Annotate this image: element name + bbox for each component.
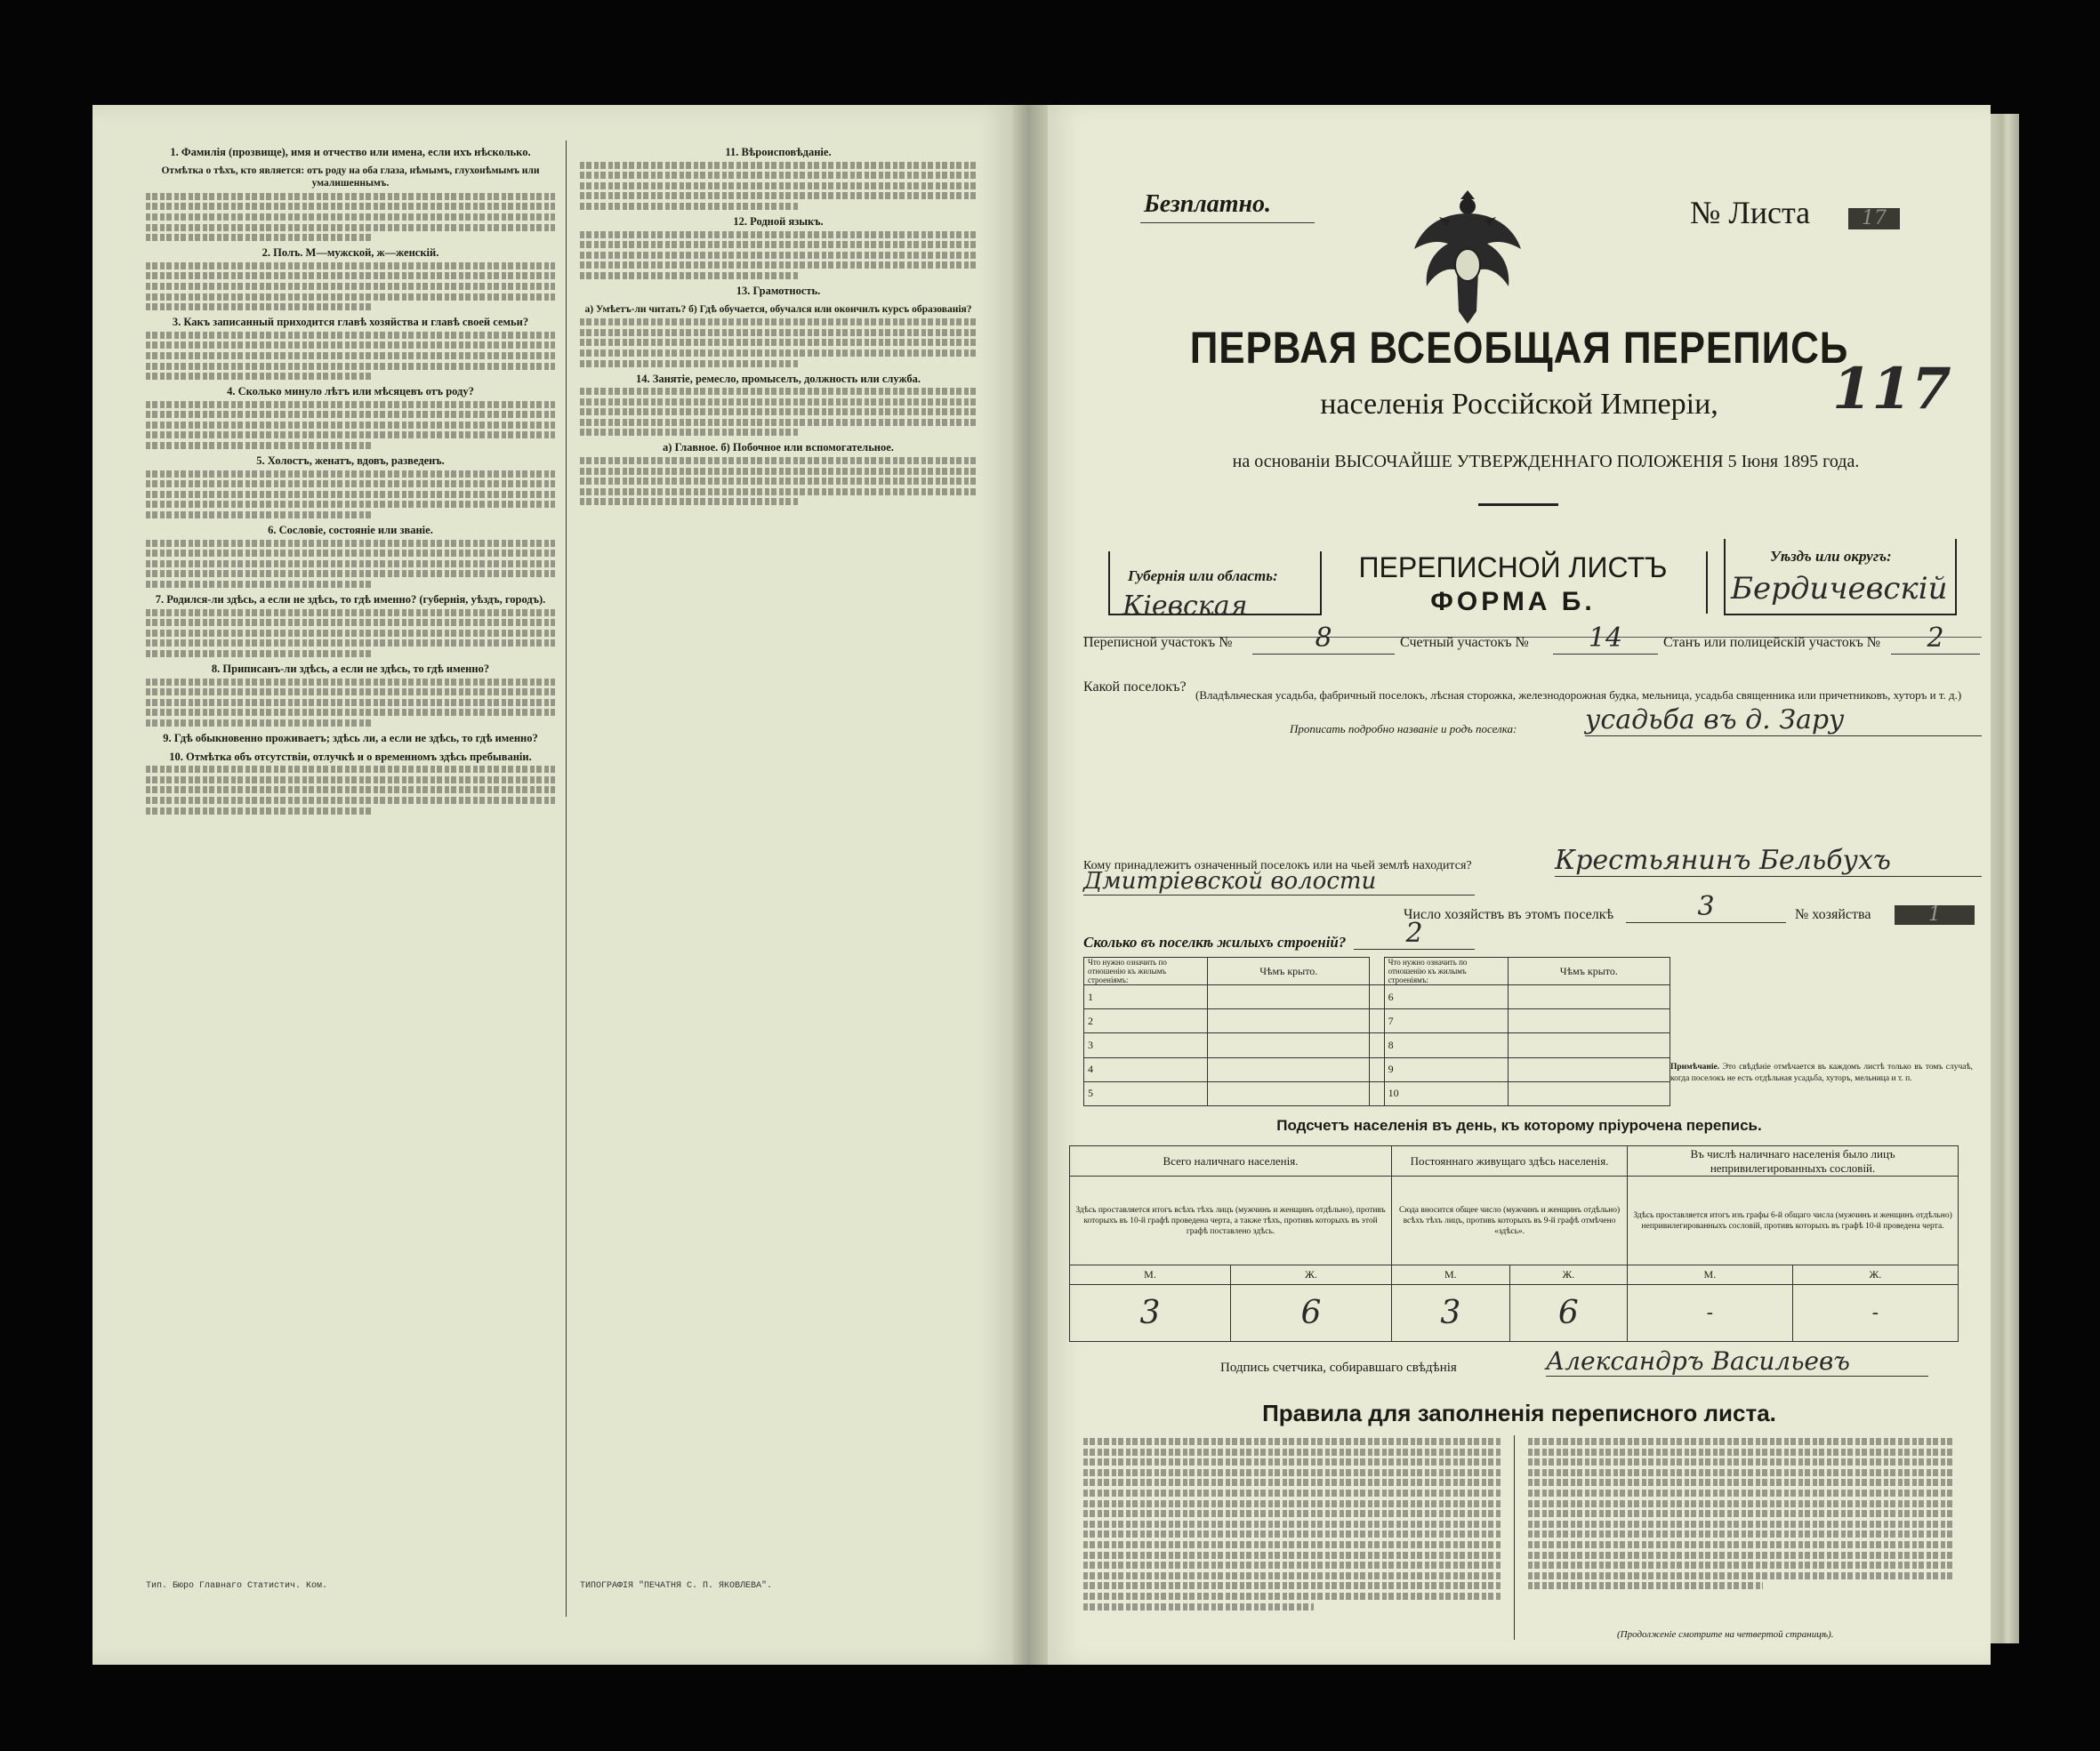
illegible-text-line	[580, 488, 977, 495]
illegible-text-line	[1083, 1541, 1501, 1548]
owner-value: Крестьянинъ Бельбухъ	[1555, 845, 1982, 877]
illegible-text-line	[146, 560, 555, 567]
section-heading: 10. Отмѣтка объ отсутствіи, отлучкѣ и о временномъ здѣсь пребываніи.	[169, 750, 532, 763]
dwellings-table-header: Чѣмъ крыто.	[1208, 958, 1370, 985]
rules-column-divider	[1514, 1435, 1515, 1640]
illegible-text-line	[580, 398, 977, 406]
census-form-page	[1048, 105, 1991, 1665]
population-column-head: Всего наличнаго населенія.	[1070, 1146, 1392, 1177]
illegible-text-line	[1528, 1572, 1955, 1579]
illegible-text-line	[146, 341, 555, 349]
population-table	[1069, 1145, 1959, 1342]
male-subheader: М.	[1392, 1265, 1510, 1285]
illegible-text-line	[146, 688, 555, 695]
illegible-text-line	[1528, 1562, 1955, 1569]
illegible-text-line	[1528, 1500, 1955, 1507]
form-name: ФОРМА Б.	[1430, 587, 1596, 616]
column-divider	[566, 141, 567, 1617]
body-text-block	[580, 388, 977, 436]
illegible-text-line	[146, 431, 555, 438]
section-heading: 11. Вѣроисповѣданіе.	[725, 146, 832, 158]
population-value: 6	[1509, 1285, 1628, 1342]
households-value: 3	[1626, 891, 1786, 923]
section-heading: 13. Грамотность.	[736, 284, 821, 297]
illegible-text-line	[146, 786, 555, 793]
illegible-text-line	[146, 193, 555, 200]
illegible-text-line	[580, 360, 798, 367]
settlement-value: усадьба въ д. Зару	[1585, 704, 1982, 736]
illegible-text-line	[146, 581, 371, 588]
body-text-block	[580, 162, 977, 210]
census-area-label: Переписной участокъ №	[1083, 635, 1233, 650]
illegible-text-line	[146, 776, 555, 783]
illegible-text-line	[580, 172, 977, 179]
illegible-text-line	[146, 630, 555, 637]
illegible-text-line	[1083, 1449, 1501, 1456]
signature-label: Подпись счетчика, собиравшаго свѣдѣнія	[1220, 1361, 1457, 1375]
title-rule	[1478, 503, 1558, 506]
rules-text-right	[1528, 1435, 1955, 1626]
section-heading: 3. Какъ записанный приходится главѣ хозяйства и главѣ своей семьи?	[172, 316, 529, 329]
illegible-text-line	[146, 550, 555, 557]
female-subheader: Ж.	[1230, 1265, 1391, 1285]
illegible-text-line	[580, 318, 977, 325]
illegible-text-line	[1083, 1552, 1501, 1559]
illegible-text-line	[146, 650, 371, 657]
police-area-label: Станъ или полицейскій участокъ №	[1663, 635, 1881, 650]
population-column-head: Постояннаго живущаго здѣсь населенія.	[1392, 1146, 1628, 1177]
illegible-text-line	[146, 203, 555, 210]
province-box	[1108, 551, 1322, 622]
body-text-block	[146, 193, 555, 241]
illegible-text-line	[146, 234, 371, 241]
sheet-number-label: № Листа	[1690, 195, 1811, 230]
section-heading: 8. Приписанъ-ли здѣсь, а если не здѣсь, то гдѣ именно?	[211, 662, 490, 675]
printer-imprint-left: Тип. Бюро Главнаго Статистич. Ком.	[146, 1581, 328, 1591]
province-label: Губернія или область:	[1128, 567, 1278, 584]
page-stack-edge	[1991, 114, 2019, 1643]
illegible-text-line	[1528, 1458, 1955, 1466]
free-label: Безплатно.	[1144, 190, 1272, 218]
illegible-text-line	[1083, 1593, 1501, 1600]
dwelling-row-number: 1	[1084, 985, 1208, 1009]
illegible-text-line	[146, 213, 555, 221]
dwellings-note-text: Это свѣдѣніе отмѣчается въ каждомъ листѣ только въ томъ случаѣ, когда поселокъ не есть отдѣльная усадьба, хуторъ, мельница и т. п.	[1670, 1063, 1974, 1083]
body-text-block	[146, 470, 555, 518]
illegible-text-line	[146, 719, 371, 727]
illegible-text-line	[1528, 1490, 1955, 1497]
illegible-text-line	[580, 182, 977, 189]
province-value: Кіевская	[1122, 590, 1248, 622]
population-value: -	[1792, 1285, 1958, 1342]
dwellings-note	[1670, 1062, 1973, 1084]
illegible-text-line	[580, 162, 977, 169]
dwelling-row-number: 7	[1384, 1009, 1508, 1033]
body-text-block	[146, 332, 555, 380]
owner-label: Кому принадлежитъ означенный поселокъ или на чьей землѣ находится?	[1083, 859, 1472, 872]
body-text-block	[146, 609, 555, 657]
male-subheader: М.	[1070, 1265, 1231, 1285]
illegible-text-line	[1528, 1582, 1763, 1589]
illegible-text-line	[146, 766, 555, 773]
illegible-text-line	[1528, 1541, 1955, 1548]
illegible-text-line	[580, 339, 977, 346]
left-page	[93, 105, 1012, 1665]
continued-note: (Продолженіе смотрите на четвертой страницѣ).	[1617, 1629, 1834, 1640]
count-area-value: 14	[1553, 622, 1658, 655]
illegible-text-line	[580, 457, 977, 464]
dwelling-row-number: 2	[1084, 1009, 1208, 1033]
population-column-desc: Здѣсь проставляется итогъ изъ графы 6-й общаго числа (мужчинъ и женщинъ отдѣльно) непривилегированныхъ сословій, противъ которыхъ въ графѣ 10-й проведена черта.	[1628, 1177, 1959, 1265]
dwelling-row-number: 10	[1384, 1081, 1508, 1105]
illegible-text-line	[1083, 1500, 1501, 1507]
dwellings-table-header: Что нужно означить по отношенію къ жилымъ строеніямъ:	[1384, 958, 1508, 985]
settlement-hint-detail: Прописать подробно названіе и родъ поселка:	[1290, 722, 1517, 735]
illegible-text-line	[146, 491, 555, 498]
sheet-number-value: 17	[1848, 208, 1900, 229]
population-column-desc: Здѣсь проставляется итогъ всѣхъ тѣхъ лицъ (мужчинъ и женщинъ отдѣльно), противъ которыхъ въ 10-й графѣ проведена черта, а также тѣхъ, противъ которыхъ въ этой графѣ поставлено здѣсь.	[1070, 1177, 1392, 1265]
illegible-text-line	[580, 408, 977, 415]
section-subheading: Отмѣтка о тѣхъ, кто является: отъ роду на оба глаза, нѣмымъ, глухонѣмымъ или умалишеннымъ.	[161, 165, 540, 189]
section-heading: 1. Фамилія (прозвище), имя и отчество или имена, если ихъ нѣсколько.	[170, 146, 531, 158]
section-heading: 7. Родился-ли здѣсь, а если не здѣсь, то гдѣ именно? (губернія, уѣздъ, городъ).	[155, 593, 546, 606]
illegible-text-line	[146, 283, 555, 290]
owner-value-continued: Дмитріевской волости	[1083, 868, 1475, 896]
enumerator-signature: Александръ Васильевъ	[1546, 1346, 1928, 1377]
illegible-text-line	[1083, 1521, 1501, 1528]
illegible-text-line	[146, 442, 371, 449]
section-subheading: а) Умѣетъ-ли читать? б) Гдѣ обучается, обучался или окончилъ курсъ образованія?	[584, 303, 972, 315]
body-text-block	[580, 318, 977, 366]
population-value: 3	[1392, 1285, 1510, 1342]
illegible-text-line	[1083, 1469, 1501, 1476]
household-number-label: № хозяйства	[1795, 907, 1871, 922]
illegible-text-line	[146, 639, 555, 647]
female-subheader: Ж.	[1509, 1265, 1628, 1285]
form-title: ПЕРЕПИСНОЙ ЛИСТЪ	[1358, 551, 1668, 583]
illegible-text-line	[146, 619, 555, 626]
body-text-block	[146, 540, 555, 588]
census-area-value: 8	[1252, 622, 1395, 655]
district-box	[1724, 539, 1957, 615]
illegible-text-line	[146, 401, 555, 408]
book-gutter	[1012, 105, 1048, 1665]
dwelling-row-number: 5	[1084, 1081, 1208, 1105]
instructions-column-right	[580, 141, 977, 510]
section-heading: 9. Гдѣ обыкновенно проживаетъ; здѣсь ли, а если не здѣсь, то гдѣ именно?	[163, 731, 538, 744]
illegible-text-line	[146, 293, 555, 301]
dwellings-note-title: Примѣчаніе.	[1670, 1063, 1720, 1072]
dwelling-row-number: 4	[1084, 1057, 1208, 1081]
population-value: -	[1628, 1285, 1793, 1342]
body-text-block	[146, 401, 555, 449]
dwellings-table-header: Чѣмъ крыто.	[1508, 958, 1670, 985]
illegible-text-line	[146, 470, 555, 478]
illegible-text-line	[146, 709, 555, 716]
illegible-text-line	[1528, 1479, 1955, 1486]
dwellings-table	[1083, 957, 1670, 1106]
illegible-text-line	[146, 480, 555, 487]
households-label: Число хозяйствъ въ этомъ поселкѣ	[1404, 907, 1614, 922]
dwellings-table-header: Что нужно означить по отношенію къ жилымъ строеніямъ:	[1084, 958, 1208, 985]
illegible-text-line	[146, 570, 555, 577]
section-heading: 6. Сословіе, состояніе или званіе.	[268, 524, 433, 537]
illegible-text-line	[146, 363, 555, 370]
illegible-text-line	[146, 501, 555, 508]
illegible-text-line	[580, 478, 977, 485]
illegible-text-line	[146, 224, 555, 231]
illegible-text-line	[146, 511, 371, 518]
legal-basis-line: на основаніи ВЫСОЧАЙШЕ УТВЕРЖДЕННАГО ПОЛОЖЕНІЯ 5 Іюня 1895 года.	[1232, 452, 1860, 471]
body-text-block	[146, 679, 555, 727]
illegible-text-line	[146, 332, 555, 339]
illegible-text-line	[580, 349, 977, 357]
illegible-text-line	[146, 699, 555, 706]
body-text-block	[580, 457, 977, 505]
police-area-value: 2	[1891, 622, 1980, 655]
illegible-text-line	[1083, 1438, 1501, 1445]
form-title-box	[1320, 551, 1708, 614]
imperial-eagle-emblem	[1405, 187, 1530, 333]
illegible-text-line	[1528, 1521, 1955, 1528]
district-label: Уѣздъ или округъ:	[1770, 548, 1892, 565]
settlement-label: Какой поселокъ?	[1083, 679, 1187, 695]
section-heading: 12. Родной языкъ.	[733, 214, 824, 228]
illegible-text-line	[580, 252, 977, 259]
illegible-text-line	[1528, 1530, 1955, 1538]
illegible-text-line	[1083, 1572, 1501, 1579]
illegible-text-line	[146, 807, 371, 815]
illegible-text-line	[1528, 1552, 1955, 1559]
printer-imprint-right: ТИПОГРАФІЯ "ПЕЧАТНЯ С. П. ЯКОВЛЕВА".	[580, 1581, 773, 1591]
census-subtitle: населенія Россійской Имперіи,	[1320, 388, 1718, 421]
illegible-text-line	[146, 352, 555, 359]
female-subheader: Ж.	[1792, 1265, 1958, 1285]
body-text-block	[146, 766, 555, 814]
illegible-text-line	[1083, 1479, 1501, 1486]
population-value: 6	[1230, 1285, 1391, 1342]
illegible-text-line	[580, 329, 977, 336]
dwellings-label: Сколько въ поселкѣ жилыхъ строеній?	[1083, 934, 1347, 951]
illegible-text-line	[146, 303, 371, 310]
illegible-text-line	[580, 203, 798, 210]
illegible-text-line	[580, 419, 977, 426]
illegible-text-line	[146, 797, 555, 804]
illegible-text-line	[146, 262, 555, 269]
illegible-text-line	[1083, 1562, 1501, 1569]
illegible-text-line	[1528, 1438, 1955, 1445]
illegible-text-line	[580, 261, 977, 269]
dwelling-row-number: 3	[1084, 1033, 1208, 1057]
illegible-text-line	[580, 192, 977, 199]
dwellings-value: 2	[1354, 918, 1475, 950]
rules-text-left	[1083, 1435, 1501, 1643]
illegible-text-line	[1528, 1469, 1955, 1476]
settlement-hint: (Владѣльческая усадьба, фабричный поселокъ, лѣсная сторожка, железнодорожная будка, мельница, усадьба священника или причетниковъ, хуторъ и т. д.)	[1195, 688, 1962, 702]
population-column-head: Въ числѣ наличнаго населенія было лицъ непривилегированныхъ сословій.	[1628, 1146, 1959, 1177]
illegible-text-line	[580, 231, 977, 238]
illegible-text-line	[1083, 1458, 1501, 1466]
handwritten-page-number: 117	[1832, 356, 1951, 422]
illegible-text-line	[580, 241, 977, 248]
count-area-label: Счетный участокъ №	[1400, 635, 1529, 650]
dwelling-row-number: 6	[1384, 985, 1508, 1009]
illegible-text-line	[1083, 1490, 1501, 1497]
body-text-block	[580, 231, 977, 279]
illegible-text-line	[146, 272, 555, 279]
illegible-text-line	[1083, 1603, 1314, 1610]
instructions-column-left	[146, 141, 555, 820]
household-number-value: 1	[1895, 905, 1975, 925]
illegible-text-line	[1528, 1510, 1955, 1517]
free-label-underline	[1140, 222, 1315, 223]
illegible-text-line	[146, 373, 371, 380]
section-heading: 14. Занятіе, ремесло, промыселъ, должность или служба.	[635, 372, 921, 385]
section-heading: 5. Холостъ, женатъ, вдовъ, разведенъ.	[256, 454, 445, 468]
section-heading: 4. Сколько минуло лѣтъ или мѣсяцевъ отъ роду?	[227, 385, 474, 398]
illegible-text-line	[580, 429, 798, 436]
rules-title: Правила для заполненія переписного листа.	[1262, 1400, 1776, 1426]
section-heading: а) Главное. б) Побочное или вспомогательное.	[663, 441, 894, 454]
section-heading: 2. Полъ. М—мужской, ж—женскій.	[261, 246, 439, 260]
population-count-title: Подсчетъ населенія въ день, къ которому пріурочена перепись.	[1276, 1117, 1762, 1134]
illegible-text-line	[1083, 1510, 1501, 1517]
illegible-text-line	[580, 468, 977, 475]
district-value: Бердичевскій	[1731, 571, 1948, 606]
illegible-text-line	[1083, 1530, 1501, 1538]
illegible-text-line	[580, 272, 798, 279]
illegible-text-line	[1083, 1582, 1501, 1589]
dwelling-row-number: 8	[1384, 1033, 1508, 1057]
illegible-text-line	[580, 498, 798, 505]
body-text-block	[146, 262, 555, 310]
male-subheader: М.	[1628, 1265, 1793, 1285]
population-value: 3	[1070, 1285, 1231, 1342]
illegible-text-line	[146, 540, 555, 547]
illegible-text-line	[580, 388, 977, 395]
illegible-text-line	[146, 411, 555, 418]
illegible-text-line	[1528, 1449, 1955, 1456]
census-title: ПЕРВАЯ ВСЕОБЩАЯ ПЕРЕПИСЬ	[1189, 323, 1849, 373]
dwelling-row-number: 9	[1384, 1057, 1508, 1081]
population-column-desc: Сюда вносится общее число (мужчинъ и женщинъ отдѣльно) всѣхъ тѣхъ лицъ, противъ которыхъ въ 9-й графѣ отмѣчено «здѣсь».	[1392, 1177, 1628, 1265]
illegible-text-line	[146, 679, 555, 686]
illegible-text-line	[146, 422, 555, 429]
illegible-text-line	[146, 609, 555, 616]
